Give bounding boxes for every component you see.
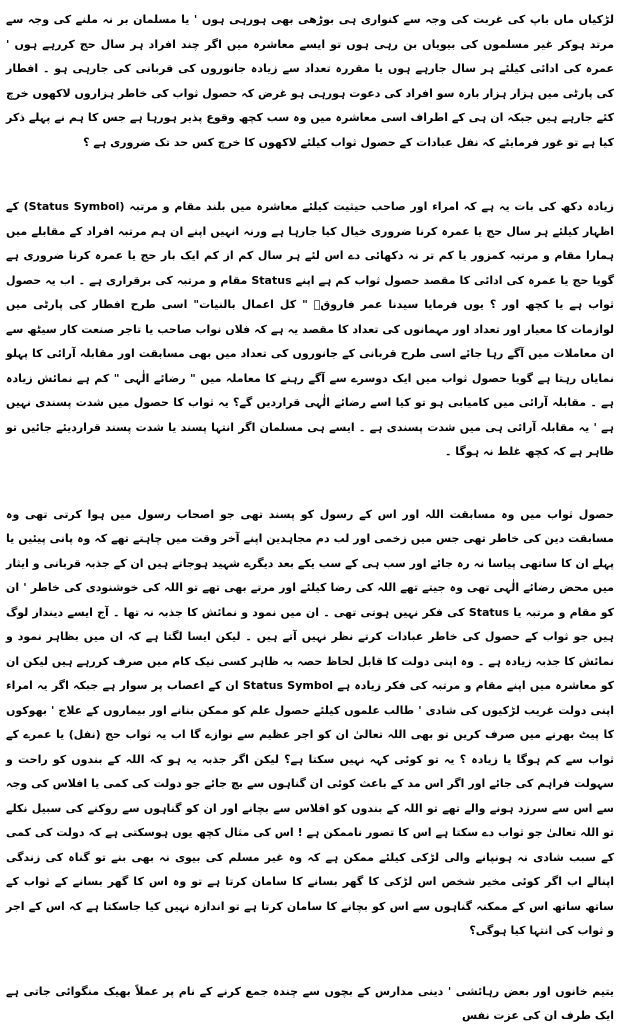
paragraph-4-text: یتیم خانوں اور بعض رہائشی ' دینی مدارس کے بچوں سے چندہ جمع کرنے کے نام پر عملاً بھیک منگوائی جاتی ہے ایک طرف ان کی عزت نفس (6, 984, 614, 1022)
paragraph-2-text-middle: کے اظہار کیلئے ہر سال حج یا عمرہ کرنا ضروری خیال کیا جارہا ہے ورنہ انہیں اپنے ان ہم مرتبہ افراد کے مقابلے میں ہمارا مقام و مرتبہ کمزور یا کم تر نہ دکھائی دے اس لئے ہر سال کم از کم ایک بار حج یا عمرہ کرنا ضروری ہے گویا حج یا عمرہ کی ادائی کا مقصد حصول ثواب کم ہے اپنے (6, 200, 614, 287)
paragraph-1 (6, 8, 614, 155)
status-symbol-term: Status Symbol (242, 679, 334, 692)
paragraph-3 (6, 503, 614, 944)
paragraph-3-text-middle: کی فکر نہیں ہوتی تھی ۔ ان میں نمود و نمائش کا جذبہ نہ تھا ۔ آج ایسے دیندار لوگ ہیں جو ثواب کے حصول کی خاطر عبادات کرتے نظر نہیں آتے ہیں ۔ لیکن ایسا لگتا ہے کہ ان میں بظاہر نمود و نمائش کا جذبہ زیادہ ہے ۔ وہ اپنی دولت کا قابل لحاظ حصہ بہ ظاہر کسی نیک کام میں صرف کررہے ہیں لیکن ان کو معاشرہ میں اپنے مقام و مرتبہ کی فکر زیادہ ہے (6, 605, 615, 692)
paragraph-3-text-end: ان کے اعصاب پر سوار ہے جبکہ اگر یہ امراء اپنی دولت غریب لڑکیوں کی شادی ' طالب علموں کیلئے حصول علم کو ممکن بنانے اور بیماروں کے علاج ' بھوکوں کا پیٹ بھرنے میں صرف کریں تو بھی اللہ تعالیٰ ان کو اجر عظیم سے نوازے گا اب یہ ثواب حج (نفل) یا عمرے کے ثواب سے کم ہوگا یا زیادہ ؟ یہ تو کوئی کہہ نہیں سکتا ہے؟ لیکن اگر جذبہ یہ ہو کہ اللہ کے بندوں کو راحت و سہولت فراہم کی جائے اور اگر اس مد کے باعث کوئی ان گناہوں سے بچ جائے جو دولت کی کمی یا افلاس کی وجہ سے اس سے سرزد ہونے والے تھے تو اللہ کے بندوں کو افلاس سے بچانے اور ان کو گناہوں سے روکنے کی سبیل نکلے تو اللہ تعالیٰ جو ثواب دے سکتا ہے اس کا تصور ناممکن ہے ! اس کی مثال کچھ یوں ہوسکتی ہے کہ دولت کی کمی کے سبب شادی نہ ہونپانے والی لڑکی کیلئے ممکن ہے کہ وہ غیر مسلم کی بیوی نہ بھی بنے تو گناہ کی زندگی اپنالے اب اگر کوئی مخیر شخص اس لڑکی کا گھر بسانے کا سامان کرتا ہے تو وہ اس کا گھر بسانے کے ثواب کے ساتھ ساتھ اس کے ممکنہ گناہوں سے اس کو بچانے کا سامان کرتا ہے تو اندازہ نہیں کیا جاسکتا ہے کہ اس کے اجر و ثواب کی انتہا کیا ہوگی؟ (6, 679, 614, 937)
paragraph-2-text-end: مقام و مرتبہ کی برقراری ہے ۔ اب یہ حصول ثواب ہے یا کچھ اور ؟ یوں فرمایا سیدنا عمر فاروقؓ " کل اعمال بالنیات" اسی طرح افطار کی پارٹی میں لوازمات کا معیار اور تعداد اور مہمانوں کی تعداد کا مقصد یہ ہے کہ فلاں نواب صاحب یا تاجر صنعت کار سیٹھ سے ان معاملات میں آگے رہا جائے اسی طرح قربانی کے جانوروں کی تعداد میں بھی مسابقت اور مقابلہ آرائی کا پہلو نمایاں رہتا ہے گویا حصول ثواب میں ایک دوسرے سے آگے رہنے کا معاملہ میں " رضائے الٰہی " کم ہے نمائش زیادہ ہے ۔ مقابلہ آرائی میں کامیابی ہو تو کیا اسے رضائے الٰہی قراردیں گے؟ یہ ثواب کا حصول میں شدت پسندی نہیں ہے ' یہ مقابلہ آرائی ہی میں شدت پسندی ہے ۔ ایسے ہی مسلمان اگر انتہا پسند یا شدت پسند قراردیئے جائیں تو ظاہر ہے کہ کچھ غلط نہ ہوگا ۔ (6, 273, 614, 458)
paragraph-1-text: لڑکیاں ماں باپ کی غربت کی وجہ سے کنواری ہی بوڑھی بھی ہورہی ہوں ' یا مسلمان بر نہ ملنے کی وجہ سے مرتد ہوکر غیر مسلموں کی بیویاں بن رہی ہوں تو ایسے معاشرہ میں اگر چند افراد ہر سال حج کررہے ہوں ' عمرہ کی ادائی کیلئے ہر سال جارہے ہوں یا مقررہ تعداد سے زیادہ جانوروں کی قربانی کی جارہی ہو ۔ افطار کی پارٹی میں ہزار ہزار بارہ سو افراد کی دعوت ہورہی ہو غرض کہ حصول ثواب کی خاطر ہزاروں لاکھوں خرچ کئے جارہے ہیں جبکہ ان ہی کے اطراف اسی معاشرہ میں وہ سب کچھ وقوع پذیر ہورہا ہے جس کا ہم نے پہلے ذکر کیا ہے تو غور فرمایئے کہ نفل عبادات کے حصول ثواب کیلئے لاکھوں کا خرچ کس حد تک ضروری ہے ؟ (6, 13, 614, 149)
status-symbol-term: (Status Symbol) (23, 200, 125, 213)
paragraph-gap (6, 944, 614, 980)
paragraph-4 (6, 980, 614, 1029)
paragraph-2-text-start: زیادہ دکھ کی بات یہ ہے کہ امراء اور صاحب حیثیت کیلئے معاشرہ میں بلند مقام و مرتبہ (124, 200, 614, 213)
paragraph-gap (6, 155, 614, 195)
status-term: Status (251, 273, 292, 287)
paragraph-gap (6, 465, 614, 503)
paragraph-2 (6, 195, 614, 465)
paragraph-3-text-start: حصول ثواب میں وہ مسابقت اللہ اور اس کے رسول کو پسند تھی جو اصحاب رسول میں ہوا کرتی تھی وہ مسابقت دین کی خاطر تھی جس میں زخمی اور لب دم مجاہدین اپنے آخر وقت میں چاہتے تھے کہ وہ پانی پیئیں یا پہلے ان کا ساتھی پیاسا نہ رہ جائے اور سب ہی کے سب یکے بعد دیگرے شہید ہوجاتے ہیں ان کے جذبہ قربانی و ایثار میں محض رضائے الٰہی تھی وہ جیتے تھے اللہ کی رضا کیلئے اور مرتے بھی تھے تو اللہ کی خوشنودی کی خاطر ' ان کو مقام و مرتبہ یا (6, 507, 614, 619)
status-term: Status (468, 605, 510, 619)
